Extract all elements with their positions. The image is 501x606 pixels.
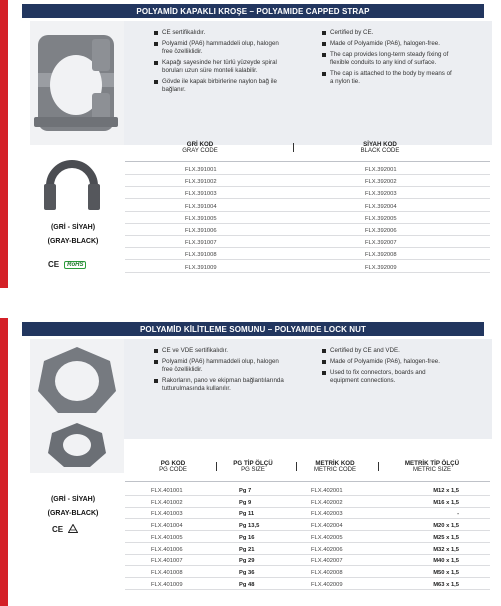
feature-item: Certified by CE. xyxy=(322,29,454,37)
metric-size-cell: M20 x 1,5 xyxy=(433,523,459,530)
metric-code-cell: FLX.402002 xyxy=(311,499,343,506)
ce-mark-icon: CE xyxy=(52,525,64,534)
metric-code-cell: FLX.402003 xyxy=(311,511,343,518)
gray-code-cell: FLX.391002 xyxy=(185,179,217,186)
table-row xyxy=(125,498,490,508)
table-row xyxy=(125,250,490,260)
open-strap-image xyxy=(40,146,104,218)
table-row xyxy=(125,263,490,273)
feature-item: Gövde ile kapak birbirlerine naylon bağ ile bağlanır. xyxy=(154,78,284,94)
features-panel-lock-nut xyxy=(124,339,492,439)
pg-code-cell: FLX.401007 xyxy=(151,558,183,565)
black-code-cell: FLX.392006 xyxy=(365,228,397,234)
features-tr xyxy=(154,29,284,97)
product-photo-capped-strap xyxy=(30,21,124,145)
certification-marks xyxy=(52,524,83,535)
header-separator xyxy=(293,143,294,152)
table-row xyxy=(125,165,490,175)
metric-code-cell: FLX.402001 xyxy=(311,488,343,494)
vde-mark-icon xyxy=(68,524,78,535)
feature-item: Certified by CE and VDE. xyxy=(322,347,454,355)
table-row xyxy=(125,556,490,566)
gray-code-cell: FLX.391005 xyxy=(185,215,217,222)
gray-code-cell: FLX.391004 xyxy=(185,203,217,210)
section-title-lock-nut: POLYAMİD KİLİTLEME SOMUNU – POLYAMIDE LOCK NUT xyxy=(22,322,484,336)
table-header-rule xyxy=(125,161,490,162)
col-header-gray-code: GRİ KOD GRAY CODE xyxy=(182,141,218,154)
ce-mark-icon: CE xyxy=(48,260,60,269)
table-row xyxy=(125,580,490,590)
gray-code-cell: FLX.391008 xyxy=(185,252,217,259)
feature-item: Used to fix connectors, boards and equipment connections. xyxy=(322,369,454,385)
feature-item: The cap provides long-term steady fixing of flexible conduits to any kind of surface. xyxy=(322,51,454,67)
feature-item: Rakorların, pano ve ekipman bağlantılarında tutturulmasında kullanılır. xyxy=(154,377,284,393)
black-code-cell: FLX.392007 xyxy=(365,240,397,247)
capped-strap-image xyxy=(30,21,124,145)
metric-size-cell: M40 x 1,5 xyxy=(433,558,459,565)
feature-item: Polyamid (PA6) hammaddeli olup, halogen free özelliklidir. xyxy=(154,40,284,56)
pg-code-cell: FLX.401004 xyxy=(151,523,183,530)
color-label-tr: (GRİ - SİYAH) xyxy=(50,496,96,503)
feature-item: Made of Polyamide (PA6), halogen-free. xyxy=(322,40,454,48)
pg-size-cell: Pg 9 xyxy=(239,499,252,506)
pg-size-cell: Pg 16 xyxy=(239,534,255,541)
pg-code-cell: FLX.401002 xyxy=(151,499,183,506)
metric-code-cell: FLX.402008 xyxy=(311,569,343,576)
metric-size-cell: M25 x 1,5 xyxy=(433,534,459,541)
product-photo-lock-nut xyxy=(30,339,124,473)
black-code-cell: FLX.392005 xyxy=(365,215,397,222)
feature-item: Kapağı sayesinde her türlü yüzeyde spiral boruları uzun süre monteli kalabilir. xyxy=(154,59,284,75)
certification-marks xyxy=(48,260,91,269)
pg-size-cell: Pg 11 xyxy=(239,511,255,518)
black-code-cell: FLX.392004 xyxy=(365,203,397,210)
pg-code-cell: FLX.401009 xyxy=(151,581,183,588)
lock-nut-image xyxy=(30,339,124,473)
header-separator xyxy=(378,462,379,471)
table-row xyxy=(125,189,490,199)
features-en xyxy=(322,347,454,388)
table-row xyxy=(125,177,490,187)
pg-size-cell: Pg 48 xyxy=(239,581,255,588)
table-row xyxy=(125,509,490,519)
black-code-cell: FLX.392001 xyxy=(365,167,397,173)
table-row xyxy=(125,521,490,531)
gray-code-cell: FLX.391001 xyxy=(185,167,217,173)
metric-size-cell: M32 x 1,5 xyxy=(433,546,459,553)
pg-size-cell: Pg 7 xyxy=(239,488,252,494)
feature-item: Polyamid (PA6) hammaddeli olup, halogen free özelliklidir. xyxy=(154,358,284,374)
table-row xyxy=(125,226,490,236)
table-header-rule xyxy=(125,481,490,482)
features-tr xyxy=(154,347,284,396)
pg-code-cell: FLX.401006 xyxy=(151,546,183,553)
metric-size-cell: M16 x 1,5 xyxy=(433,499,459,506)
col-header-metric-size: METRİK TİP ÖLÇÜ METRIC SIZE xyxy=(404,460,460,473)
feature-item: CE sertifikalıdır. xyxy=(154,29,284,37)
table-row xyxy=(125,238,490,248)
metric-code-cell: FLX.402006 xyxy=(311,546,343,553)
table-row xyxy=(125,568,490,578)
header-separator xyxy=(216,462,217,471)
gray-code-cell: FLX.391003 xyxy=(185,191,217,198)
col-header-black-code: SİYAH KOD BLACK CODE xyxy=(360,141,400,154)
color-label-tr: (GRİ - SİYAH) xyxy=(50,224,96,231)
metric-size-cell: M50 x 1,5 xyxy=(433,569,459,576)
pg-code-cell: FLX.401001 xyxy=(151,488,183,494)
pg-code-cell: FLX.401005 xyxy=(151,534,183,541)
metric-code-cell: FLX.402007 xyxy=(311,558,343,565)
features-en xyxy=(322,29,454,89)
table-row xyxy=(125,486,490,496)
black-code-cell: FLX.392008 xyxy=(365,252,397,259)
black-code-cell: FLX.392009 xyxy=(365,264,397,271)
gray-code-cell: FLX.391009 xyxy=(185,264,217,271)
feature-item: The cap is attached to the body by means of a nylon tie. xyxy=(322,70,454,86)
side-accent-bar-top xyxy=(0,0,8,288)
metric-size-cell: M12 x 1,5 xyxy=(433,488,459,494)
feature-item: Made of Polyamide (PA6), halogen-free. xyxy=(322,358,454,366)
table-row xyxy=(125,545,490,555)
metric-code-cell: FLX.402004 xyxy=(311,523,343,530)
pg-size-cell: Pg 13,5 xyxy=(239,523,260,530)
pg-size-cell: Pg 21 xyxy=(239,546,255,553)
feature-item: CE ve VDE sertifikalıdır. xyxy=(154,347,284,355)
pg-code-cell: FLX.401008 xyxy=(151,569,183,576)
col-header-pg-code: PG KOD PG CODE xyxy=(159,460,187,473)
metric-size-cell: M63 x 1,5 xyxy=(433,581,459,588)
color-label-en: (GRAY-BLACK) xyxy=(47,238,99,245)
metric-code-cell: FLX.402005 xyxy=(311,534,343,541)
metric-size-cell: - xyxy=(457,511,459,518)
gray-code-cell: FLX.391006 xyxy=(185,228,217,234)
black-code-cell: FLX.392002 xyxy=(365,179,397,186)
section-title-capped-strap: POLYAMİD KAPAKLI KROŞE – POLYAMIDE CAPPED STRAP xyxy=(22,4,484,18)
table-row xyxy=(125,202,490,212)
pg-code-cell: FLX.401003 xyxy=(151,511,183,518)
black-code-cell: FLX.392003 xyxy=(365,191,397,198)
col-header-pg-size: PG TİP ÖLÇÜ PG SIZE xyxy=(233,460,273,473)
metric-code-cell: FLX.402009 xyxy=(311,581,343,588)
col-header-metric-code: METRİK KOD METRIC CODE xyxy=(314,460,356,473)
features-panel-capped-strap xyxy=(124,21,492,145)
pg-size-cell: Pg 36 xyxy=(239,569,255,576)
table-row xyxy=(125,214,490,224)
side-accent-bar-bottom xyxy=(0,318,8,606)
gray-code-cell: FLX.391007 xyxy=(185,240,217,247)
pg-size-cell: Pg 29 xyxy=(239,558,255,565)
header-separator xyxy=(296,462,297,471)
table-row xyxy=(125,533,490,543)
color-label-en: (GRAY-BLACK) xyxy=(47,510,99,517)
rohs-mark-icon: RoHS xyxy=(64,261,86,269)
